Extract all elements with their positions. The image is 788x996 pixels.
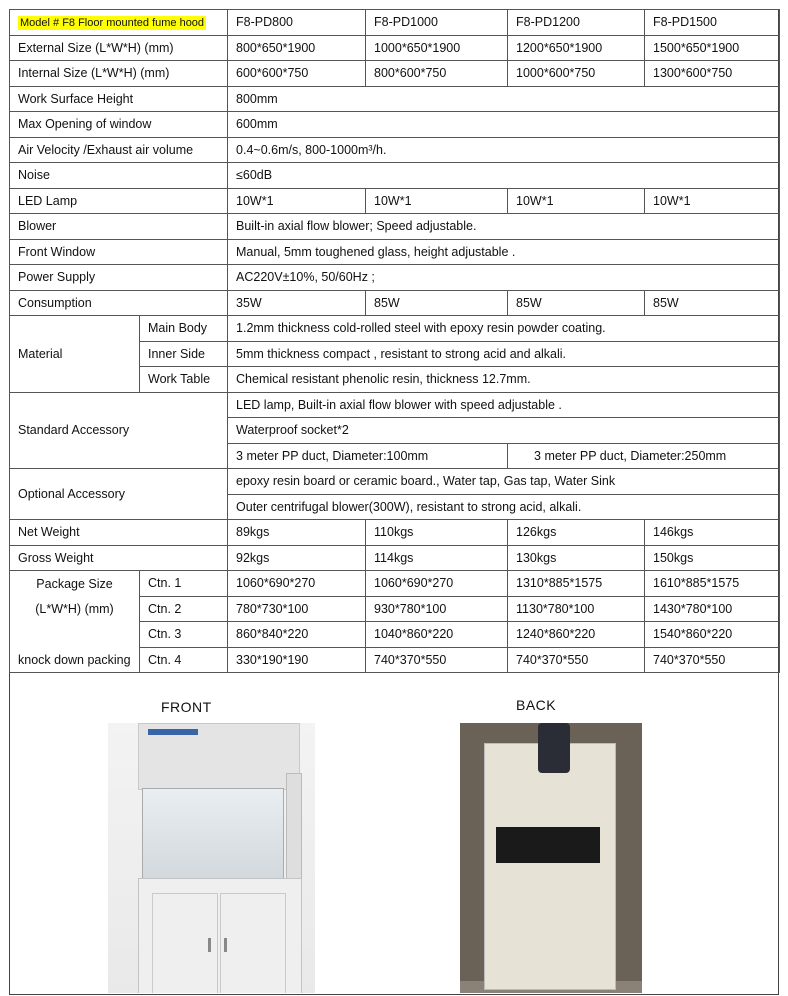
cell: 600mm (228, 112, 780, 138)
cell: 110kgs (366, 520, 508, 546)
model-pd1200: F8-PD1200 (508, 10, 645, 36)
model-pd1500: F8-PD1500 (645, 10, 780, 36)
cell: 1200*650*1900 (508, 35, 645, 61)
cell: 3 meter PP duct, Diameter:250mm (508, 443, 780, 469)
row-label: Material (10, 316, 140, 393)
row-led-lamp (10, 188, 780, 214)
cell: 800*650*1900 (228, 35, 366, 61)
package-label-3: knock down packing (10, 647, 140, 673)
cell: 126kgs (508, 520, 645, 546)
row-label: LED Lamp (10, 188, 228, 214)
cell: epoxy resin board or ceramic board., Water tap, Gas tap, Water Sink (228, 469, 780, 495)
carton-label: Ctn. 1 (140, 571, 228, 597)
row-max-opening (10, 112, 780, 138)
model-title: Model # F8 Floor mounted fume hood (10, 10, 228, 36)
cell: Built-in axial flow blower; Speed adjustable. (228, 214, 780, 240)
door-handle-right (224, 938, 227, 952)
cell: 1.2mm thickness cold-rolled steel with epoxy resin powder coating. (228, 316, 780, 342)
row-air-velocity (10, 137, 780, 163)
cell: 1240*860*220 (508, 622, 645, 648)
row-standard-accessory-1 (10, 392, 780, 418)
cell: 10W*1 (366, 188, 508, 214)
carton-label: Ctn. 4 (140, 647, 228, 673)
hood-door-right (220, 893, 286, 993)
package-label-2: (L*W*H) (mm) (10, 596, 140, 622)
row-blower (10, 214, 780, 240)
hood-control-panel (286, 773, 302, 880)
cell: 860*840*220 (228, 622, 366, 648)
row-label: Noise (10, 163, 228, 189)
model-pd800: F8-PD800 (228, 10, 366, 36)
cell: 10W*1 (645, 188, 780, 214)
spec-table (9, 9, 780, 673)
sub-label: Work Table (140, 367, 228, 393)
back-photo-label: BACK (516, 697, 557, 713)
row-label: Work Surface Height (10, 86, 228, 112)
cell: 10W*1 (228, 188, 366, 214)
cell: 146kgs (645, 520, 780, 546)
cell: Manual, 5mm toughened glass, height adjustable . (228, 239, 780, 265)
cell: 1540*860*220 (645, 622, 780, 648)
cell: 740*370*550 (508, 647, 645, 673)
row-package-ctn4 (10, 647, 780, 673)
hood-sash-window (142, 788, 284, 880)
cell: 330*190*190 (228, 647, 366, 673)
carton-label: Ctn. 2 (140, 596, 228, 622)
model-pd1000: F8-PD1000 (366, 10, 508, 36)
cell: Outer centrifugal blower(300W), resistant to strong acid, alkali. (228, 494, 780, 520)
row-power-supply (10, 265, 780, 291)
cell: 114kgs (366, 545, 508, 571)
row-optional-accessory-1 (10, 469, 780, 495)
row-gross-weight (10, 545, 780, 571)
row-label: Air Velocity /Exhaust air volume (10, 137, 228, 163)
carton-label: Ctn. 3 (140, 622, 228, 648)
front-photo (108, 723, 315, 993)
row-label: Internal Size (L*W*H) (mm) (10, 61, 228, 87)
row-external-size (10, 35, 780, 61)
sub-label: Inner Side (140, 341, 228, 367)
row-label: Optional Accessory (10, 469, 228, 520)
cell: LED lamp, Built-in axial flow blower with speed adjustable . (228, 392, 780, 418)
cell: 1610*885*1575 (645, 571, 780, 597)
row-label: Max Opening of window (10, 112, 228, 138)
cell: ≤60dB (228, 163, 780, 189)
cell: 85W (508, 290, 645, 316)
cell: 740*370*550 (645, 647, 780, 673)
cell: 150kgs (645, 545, 780, 571)
package-label-1: Package Size (10, 571, 140, 597)
cell: 600*600*750 (228, 61, 366, 87)
cell: 1130*780*100 (508, 596, 645, 622)
cell: 740*370*550 (366, 647, 508, 673)
cell: 800mm (228, 86, 780, 112)
row-label: Gross Weight (10, 545, 228, 571)
back-cabinet (484, 743, 616, 990)
cell: 1310*885*1575 (508, 571, 645, 597)
cell: 89kgs (228, 520, 366, 546)
row-package-ctn3 (10, 622, 780, 648)
row-label: External Size (L*W*H) (mm) (10, 35, 228, 61)
row-front-window (10, 239, 780, 265)
cell: Waterproof socket*2 (228, 418, 780, 444)
sub-label: Main Body (140, 316, 228, 342)
cell: 1300*600*750 (645, 61, 780, 87)
cell: 1000*650*1900 (366, 35, 508, 61)
cell: 930*780*100 (366, 596, 508, 622)
row-material-main-body (10, 316, 780, 342)
header-row (10, 10, 780, 36)
cell: 1040*860*220 (366, 622, 508, 648)
door-handle-left (208, 938, 211, 952)
cell: AC220V±10%, 50/60Hz ; (228, 265, 780, 291)
cell: 5mm thickness compact , resistant to strong acid and alkali. (228, 341, 780, 367)
cell: 800*600*750 (366, 61, 508, 87)
row-label: Consumption (10, 290, 228, 316)
cell: 780*730*100 (228, 596, 366, 622)
row-label: Net Weight (10, 520, 228, 546)
cell: 10W*1 (508, 188, 645, 214)
hood-logo-bar (148, 729, 198, 735)
cell: 130kgs (508, 545, 645, 571)
cell: 3 meter PP duct, Diameter:100mm (228, 443, 508, 469)
row-package-ctn2 (10, 596, 780, 622)
back-blower-motor (538, 723, 570, 773)
row-net-weight (10, 520, 780, 546)
row-label: Standard Accessory (10, 392, 228, 469)
cell: 1000*600*750 (508, 61, 645, 87)
cell: 85W (645, 290, 780, 316)
row-label: Power Supply (10, 265, 228, 291)
front-photo-label: FRONT (161, 699, 212, 715)
cell: 1060*690*270 (366, 571, 508, 597)
cell: 0.4~0.6m/s, 800-1000m³/h. (228, 137, 780, 163)
cell: 35W (228, 290, 366, 316)
cell: 1500*650*1900 (645, 35, 780, 61)
cell: Chemical resistant phenolic resin, thickness 12.7mm. (228, 367, 780, 393)
row-package-ctn1 (10, 571, 780, 597)
back-vent-panel (496, 827, 600, 863)
cell: 85W (366, 290, 508, 316)
row-noise (10, 163, 780, 189)
row-label: Blower (10, 214, 228, 240)
row-consumption (10, 290, 780, 316)
cell: 1430*780*100 (645, 596, 780, 622)
row-label: Front Window (10, 239, 228, 265)
row-work-surface (10, 86, 780, 112)
cell: 92kgs (228, 545, 366, 571)
package-label-empty (10, 622, 140, 648)
row-internal-size (10, 61, 780, 87)
back-photo (460, 723, 642, 993)
cell: 1060*690*270 (228, 571, 366, 597)
